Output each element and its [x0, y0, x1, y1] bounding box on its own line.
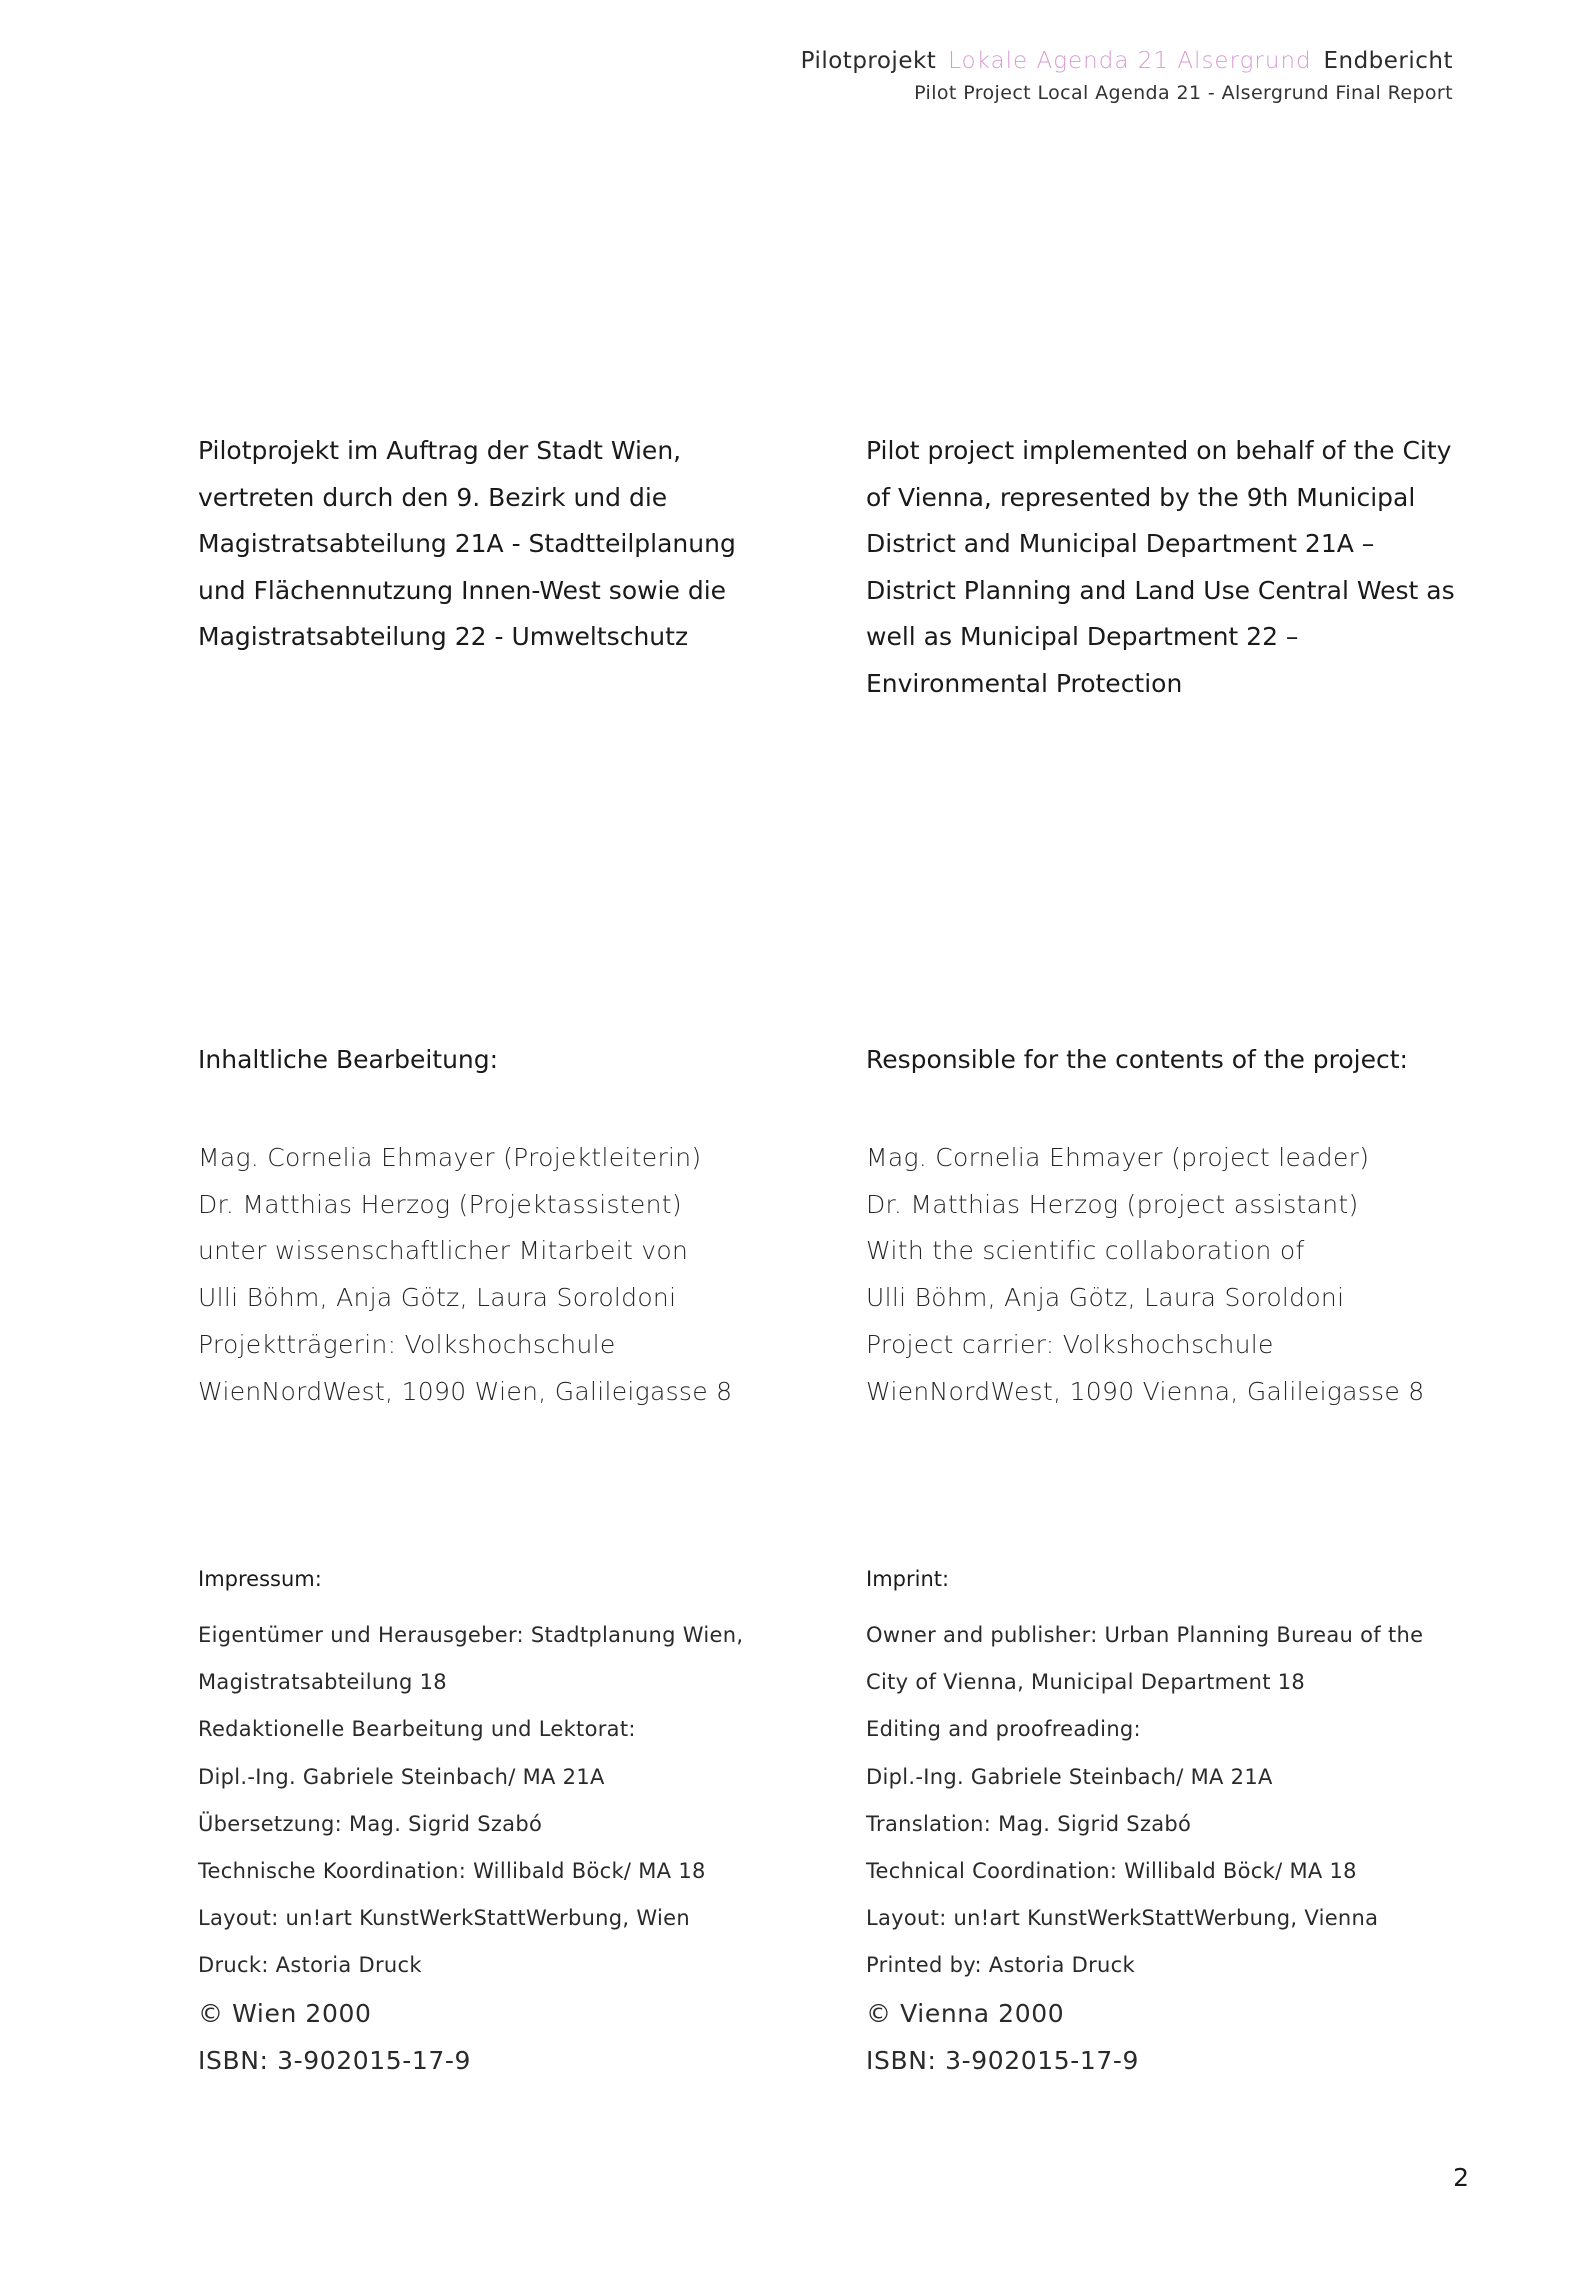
- copyright-notice: © Wien 2000: [198, 1998, 372, 2028]
- header-highlight: Lokale Agenda 21 Alsergrund: [948, 48, 1312, 74]
- imprint-list-de: [198, 1612, 788, 2084]
- imprint-line: Printed by: Astoria Druck: [866, 1953, 1135, 1978]
- contents-line: Mag. Cornelia Ehmayer (project leader): [866, 1143, 1370, 1172]
- imprint-line: Dipl.-Ing. Gabriele Steinbach/ MA 21A: [198, 1764, 605, 1789]
- imprint-line: Technical Coordination: Willibald Böck/ MA 18: [866, 1859, 1357, 1884]
- isbn: ISBN: 3-902015-17-9: [866, 2045, 1139, 2075]
- intro-de-text: Pilotprojekt im Auftrag der Stadt Wien, vertreten durch den 9. Bezirk und die Magistratsabteilung 21A - Stadtteilplanung und Flächennutzung Innen-West sowie die Magistratsabteilung 22 - Umweltschutz: [198, 436, 736, 651]
- contents-line: Ulli Böhm, Anja Götz, Laura Soroldoni: [866, 1283, 1345, 1313]
- header-suffix: Endbericht: [1323, 48, 1453, 74]
- imprint-line: Magistratsabteilung 18: [198, 1670, 447, 1695]
- header-title: [553, 44, 1453, 78]
- contents-line: Projektträgerin: Volkshochschule: [198, 1329, 616, 1359]
- imprint-line: Druck: Astoria Druck: [198, 1953, 422, 1978]
- imprint-line: Editing and proofreading:: [866, 1717, 1141, 1742]
- imprint-line: Layout: un!art KunstWerkStattWerbung, Wien: [198, 1906, 690, 1931]
- contents-heading-en: Responsible for the contents of the project:: [866, 1045, 1408, 1074]
- contents-line: Project carrier: Volkshochschule: [866, 1329, 1274, 1359]
- copyright-notice: © Vienna 2000: [866, 1998, 1065, 2028]
- imprint-list-en: [866, 1612, 1456, 2084]
- imprint-line: Technische Koordination: Willibald Böck/ MA 18: [198, 1859, 706, 1884]
- intro-en: [866, 428, 1456, 707]
- isbn: ISBN: 3-902015-17-9: [198, 2045, 471, 2075]
- contents-line: WienNordWest, 1090 Wien, Galileigasse 8: [198, 1376, 733, 1406]
- contents-line: WienNordWest, 1090 Vienna, Galileigasse 8: [866, 1376, 1425, 1406]
- contents-line: Ulli Böhm, Anja Götz, Laura Soroldoni: [198, 1283, 677, 1313]
- contents-list-en: [866, 1135, 1456, 1415]
- imprint-line: Eigentümer und Herausgeber: Stadtplanung Wien,: [198, 1623, 744, 1647]
- contents-line: unter wissenschaftlicher Mitarbeit von: [198, 1236, 689, 1266]
- imprint-line: Translation: Mag. Sigrid Szabó: [866, 1811, 1192, 1836]
- header-prefix: Pilotprojekt: [800, 48, 937, 74]
- imprint-line: Dipl.-Ing. Gabriele Steinbach/ MA 21A: [866, 1764, 1273, 1789]
- page-number: 2: [1453, 2163, 1469, 2192]
- contents-line: Dr. Matthias Herzog (Projektassistent): [198, 1189, 682, 1219]
- contents-list-de: [198, 1135, 788, 1415]
- imprint-heading-de: Impressum:: [198, 1567, 322, 1591]
- imprint-line: Redaktionelle Bearbeitung und Lektorat:: [198, 1717, 636, 1742]
- imprint-line: Übersetzung: Mag. Sigrid Szabó: [198, 1811, 543, 1836]
- intro-de: [198, 428, 788, 661]
- imprint-line: Layout: un!art KunstWerkStattWerbung, Vienna: [866, 1906, 1379, 1931]
- header-subtitle: Pilot Project Local Agenda 21 - Alsergrund Final Report: [914, 82, 1453, 104]
- contents-heading-de: Inhaltliche Bearbeitung:: [198, 1045, 499, 1074]
- imprint-heading-en: Imprint:: [866, 1567, 950, 1591]
- contents-line: With the scientific collaboration of: [866, 1236, 1305, 1266]
- imprint-line: City of Vienna, Municipal Department 18: [866, 1670, 1306, 1695]
- contents-line: Dr. Matthias Herzog (project assistant): [866, 1189, 1359, 1219]
- running-header: [553, 44, 1453, 108]
- contents-line: Mag. Cornelia Ehmayer (Projektleiterin): [198, 1143, 702, 1172]
- intro-en-text: Pilot project implemented on behalf of the City of Vienna, represented by the 9th Municipal District and Municipal Department 21A – District Planning and Land Use Central West as well as Municipal Department 22 – Environmental Protection: [866, 436, 1455, 698]
- imprint-line: Owner and publisher: Urban Planning Bureau of the: [866, 1623, 1424, 1647]
